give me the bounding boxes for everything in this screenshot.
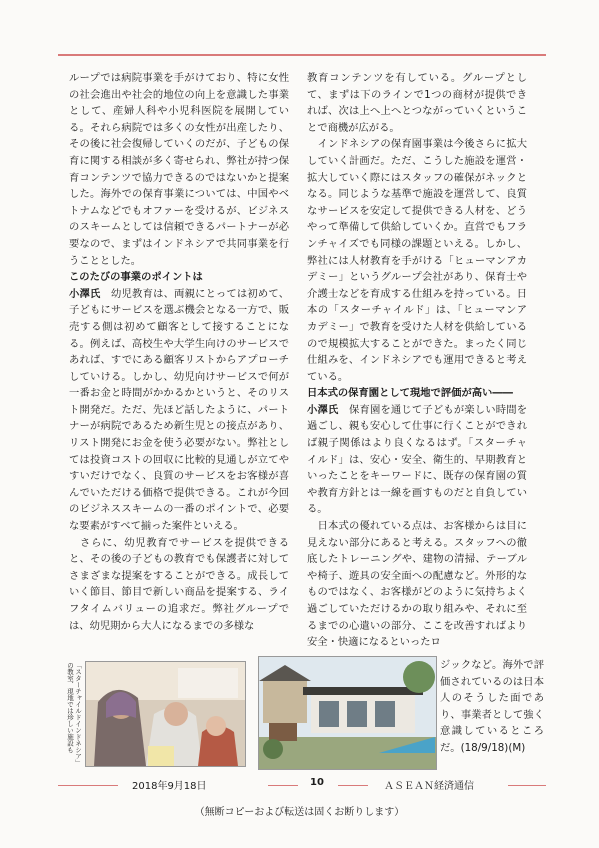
paragraph [307,402,527,518]
article-left-column [69,70,289,634]
speaker-name: 小澤氏 [307,403,339,416]
paragraph-text: 保育園を通じて子どもが楽しい時間を過ごし、親も安心して仕事に行くことができれば親子関係はより良くなるはず。「スターチャイルド」は、安心・安全、衛生的、早期教育といったことをキーワードに、既存の保育園の質や教育方針とは一線を画すものだと自負している。 [307,403,528,516]
paragraph-text: 日本式の優れている点は、お客様からは目に見えない部分にあると考える。スタッフへの徹底したトレーニングや、建物の清掃、テーブルや椅子、遊具の安全面への配慮など。外形的なものではなく、お客様がどのように気持ちよく過ごしていただけるかの取り組みや、それに至るまでの心遣いの部分、ここを改善すればより安全・快適になるといったロ [307,520,528,649]
page-footer [58,776,546,794]
issue-date: 2018年9月18日 [132,781,207,792]
copyright-notice: （無断コピーおよび転送は固くお断りします） [194,807,405,818]
paragraph: ループでは病院事業を手がけており、特に女性の社会進出や社会的地位の向上を意識した事業として、産婦人科や小児科医院を展開している。それら病院では多くの女性が出産したり、その後に社会復帰していくのだが、子どもの保育に関する相談が多く寄せられ、弊社が持つ保育コンテンツで協力できるのではないかと提案した。海外での保育事業については、中国やベトナムなどでもオファーを受けるが、ビジネスのスキームとしては信頼できるパートナーが必要なので、まずはインドネシアで共同事業を行うこととした。 [69,72,289,267]
section-heading: 日本式の保育園として現地で評価が高い―― [307,387,513,400]
paragraph: ジックなど。海外で評価されているのは日本人のそうした面であり、事業者として強く意識しているところだ。(18/9/18)(M) [440,659,544,754]
building-rendering [258,656,437,770]
paragraph: 教育コンテンツを有している。グループとして、まずは下のラインで1つの商材が提供できれば、次は上へ上へとつながっていくということで商機が広がる。 [307,72,527,134]
paragraph-text: インドネシアの保育園事業は今後さらに拡大していく計画だ。ただ、こうした施設を運営・拡大していく際にはスタッフの確保がネックとなる。同じような基準で施設を運営して、良質なサービスを安定して提供できる人材を、どうやって準備して供給していくか。直営でもフランチャイズでも同様の課題といえる。しかし、弊社には人材教育を手がける「ヒューマンアカデミー」というグループ会社があり、保育士や介護士などを育成する仕組みを持っている。日本の「スターチャイルド」は、「ヒューマンアカデミー」で教育を受けた人材を供給しているので規模拡大することができた。まったく同じ仕組みを、インドネシアでも運用できると考えている。 [307,138,527,383]
footer-rule [508,785,546,786]
footer-rule [58,785,118,786]
footer-rule [338,785,368,786]
footer-rule [268,785,298,786]
classroom-photo [85,661,246,767]
paragraph-text: さらに、幼児教育でサービスを提供できると、その後の子どもの教育でも保護者に対してさまざまな提案をすることができる。成長していく節目、節目で新しい商品を提案する、ライフタイムバリューの追求だ。弊社グループでは、幼児期から大人になるまでの多様な [69,536,290,632]
photo-caption: 「スターチャイルドインドネシア」の教室、現地では珍しい施設も [66,662,82,766]
page-number: 10 [310,777,324,788]
paragraph [307,518,527,651]
publication-name: ＡＳＥＡＮ経済通信 [384,781,474,792]
article-right-column [307,70,527,651]
paragraph [307,136,527,385]
speaker-name: 小澤氏 [69,287,101,300]
paragraph-text: 幼児教育は、両親にとっては初めて、子どもにサービスを選ぶ機会となる一方で、販売する側は初めて顧客として接することになる。例えば、高校生や大学生向けのサービスであれば、すでにある顧客リストからアプローチしていける。しかし、幼児向けサービスで何が一番お金と時間がかかるかというと、そのリスト開発だ。ただ、先ほど話したように、パートナーが病院であるため新生児との接点があり、リスト開発にお金を使う必要がない。弊社としては投資コストの回収に比較的見通しが立てやすいだけでなく、良質のサービスをお客様が喜んでいただける価格で提供できる。これが今回のビジネススキームの一番のポイントで、必要な要素がすべて揃った案件といえる。 [69,287,290,533]
article-closing [440,657,544,757]
paragraph [69,286,289,535]
header-rule [58,54,546,56]
paragraph [69,535,289,635]
section-heading: このたびの事業のポイントは [69,271,203,284]
